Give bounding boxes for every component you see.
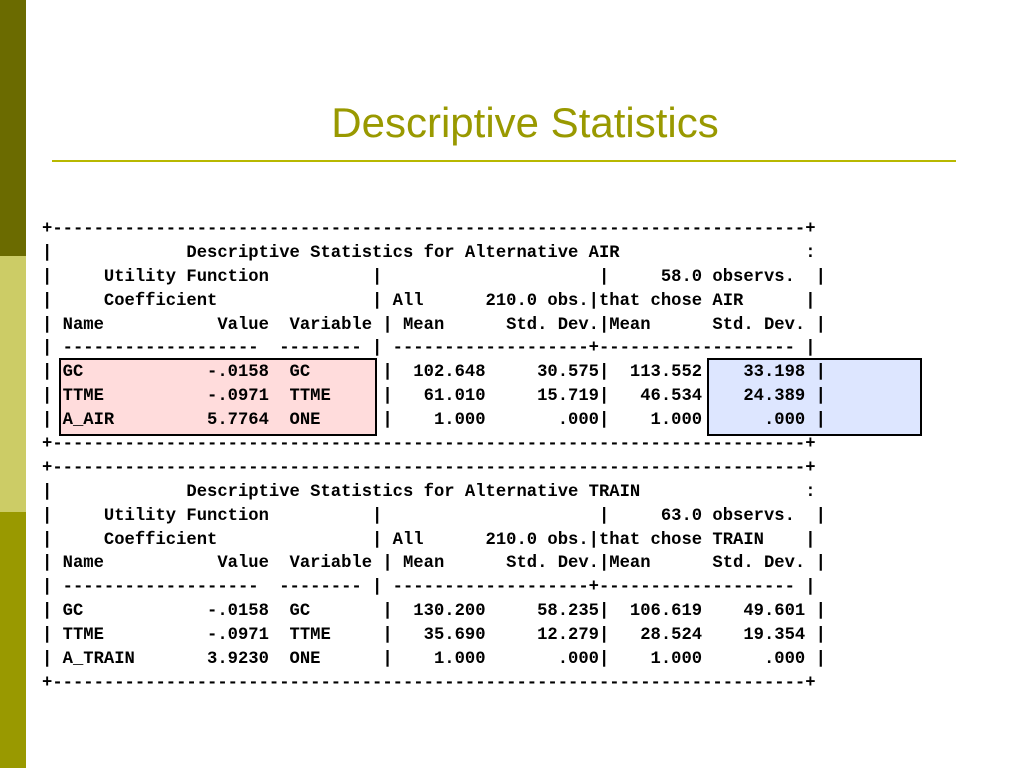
output-line: | TTME -.0971 TTME | 61.010 15.719| 46.534 24.389 | bbox=[42, 387, 826, 407]
output-line: | A_AIR 5.7764 ONE | 1.000 .000| 1.000 .000 | bbox=[42, 411, 826, 431]
slide-title: Descriptive Statistics bbox=[331, 99, 719, 146]
output-line: | TTME -.0971 TTME | 35.690 12.279| 28.524 19.354 | bbox=[42, 626, 826, 646]
output-line: | Coefficient | All 210.0 obs.|that chose AIR | bbox=[42, 291, 816, 311]
output-line: | Descriptive Statistics for Alternative TRAIN : bbox=[42, 482, 816, 502]
output-line: | Name Value Variable | Mean Std. Dev.|Mean Std. Dev. | bbox=[42, 554, 826, 574]
title-underline bbox=[52, 160, 956, 162]
output-line: +-------------------------------------------------------------------------+ bbox=[42, 435, 816, 455]
output-line: | A_TRAIN 3.9230 ONE | 1.000 .000| 1.000 .000 | bbox=[42, 650, 826, 670]
output-line: | GC -.0158 GC | 130.200 58.235| 106.619 49.601 | bbox=[42, 602, 826, 622]
output-line: | Utility Function | | 63.0 observs. | bbox=[42, 506, 826, 526]
side-bar-light-segment bbox=[0, 256, 26, 512]
output-line: +-------------------------------------------------------------------------+ bbox=[42, 673, 816, 693]
output-line: | ------------------- -------- | -------------------+------------------- | bbox=[42, 339, 816, 359]
side-bar-dark-segment bbox=[0, 0, 26, 256]
output-line: | Coefficient | All 210.0 obs.|that chose TRAIN | bbox=[42, 530, 816, 550]
output-line: | Descriptive Statistics for Alternative AIR : bbox=[42, 243, 816, 263]
output-line: | Name Value Variable | Mean Std. Dev.|Mean Std. Dev. | bbox=[42, 315, 826, 335]
output-line: +-------------------------------------------------------------------------+ bbox=[42, 220, 816, 239]
output-line: | Utility Function | | 58.0 observs. | bbox=[42, 267, 826, 287]
side-bar-mid-segment bbox=[0, 512, 26, 768]
statistics-output bbox=[42, 218, 826, 696]
output-line: | ------------------- -------- | -------------------+------------------- | bbox=[42, 578, 816, 598]
side-accent-bar bbox=[0, 0, 26, 768]
output-line: +-------------------------------------------------------------------------+ bbox=[42, 458, 816, 478]
output-line: | GC -.0158 GC | 102.648 30.575| 113.552 33.198 | bbox=[42, 363, 826, 383]
